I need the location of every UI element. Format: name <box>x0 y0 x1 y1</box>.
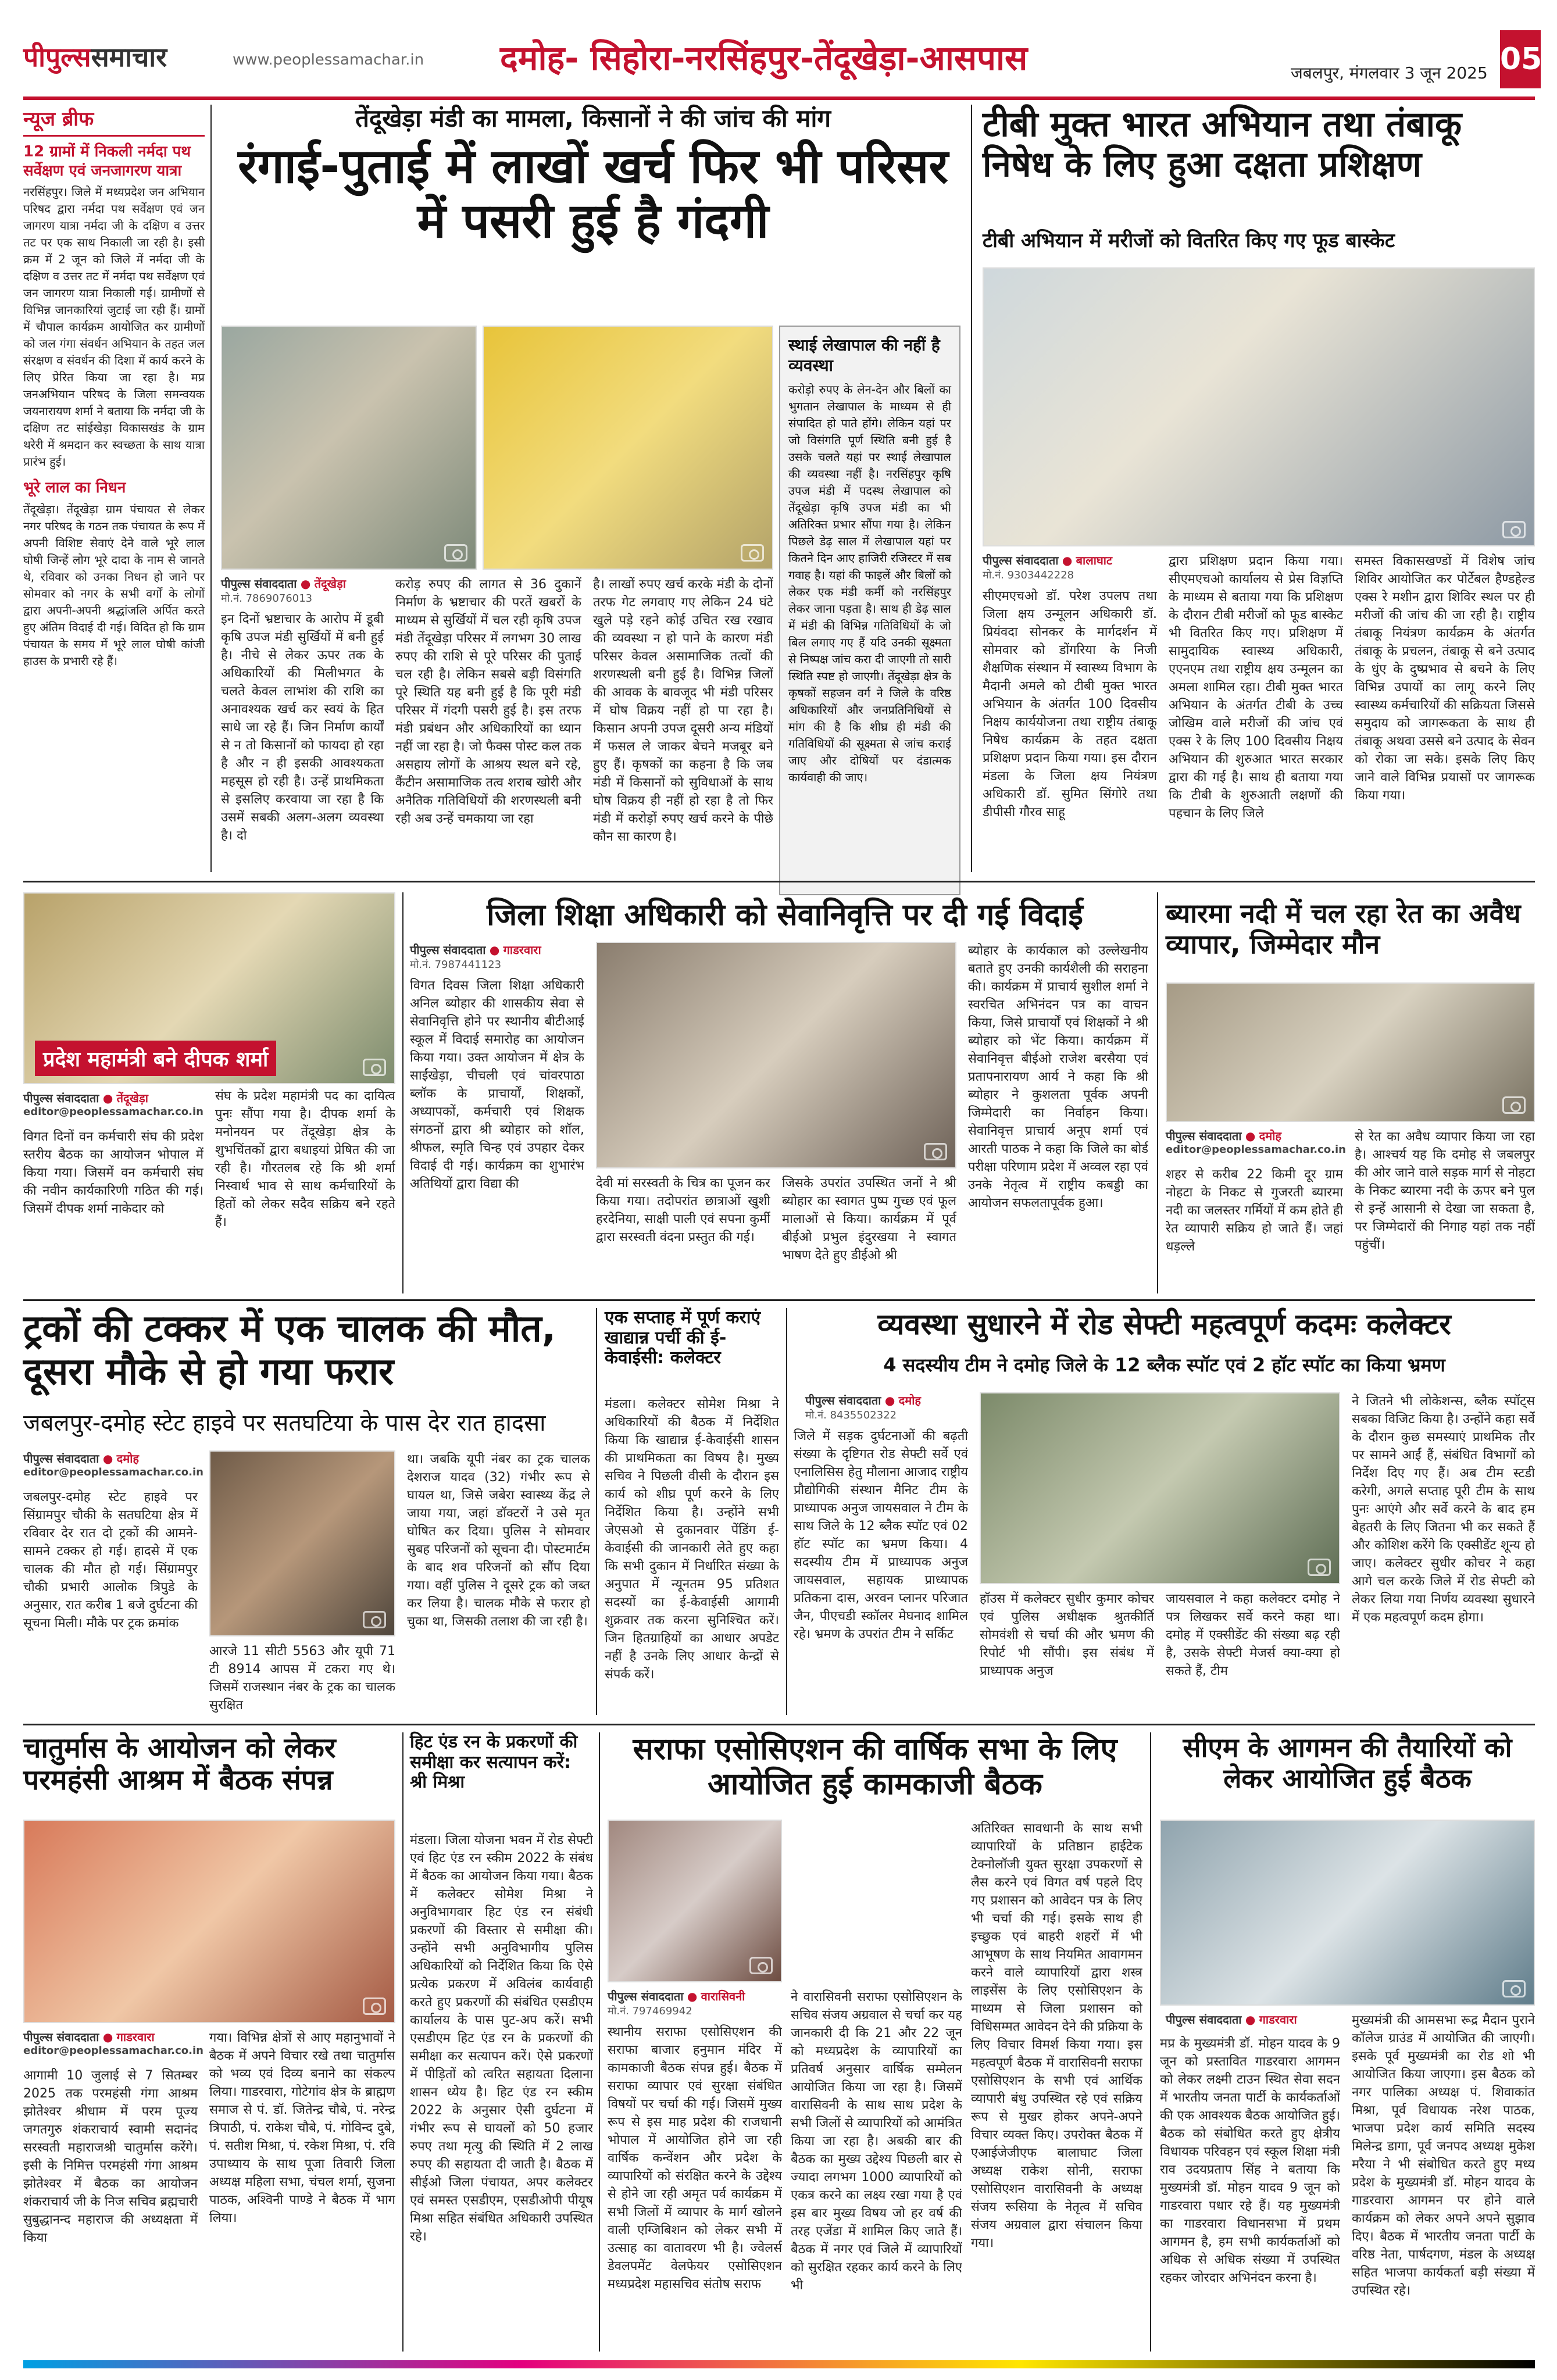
story8-byline <box>805 1392 921 1422</box>
byline-mobile: मो.नं. 8435502322 <box>805 1409 897 1421</box>
photo-icon <box>363 1997 386 2015</box>
byline-dot-icon: ● <box>1245 2013 1256 2027</box>
story8-subhead: 4 सदस्यीय टीम ने दमोह जिले के 12 ब्लैक स्पॉट एवं 2 हॉट स्पॉट का किया भ्रमण <box>883 1354 1445 1376</box>
story10-col1: मंडला। जिला योजना भवन में रोड सेफ्टी एवं हिट एंड रन स्कीम 2022 के संबंध में बैठक का आयोजन किया गया। बैठक में कलेक्टर सोमेश मिश्रा ने अनुविभागवार हिट एंड रन संबंधी प्रकरणों की विस्तार से समीक्षा की। उन्होंने सभी अनुविभागीय पुलिस अधिकारियों को निर्देशित किया कि ऐसे प्रत्येक प्रकरण में अविलंब कार्यवाही करते हुए प्रकरणों की संबंधित एसडीएम कार्यालय के पास पुट-अप करें। सभी एसडीएम हिट एंड रन के प्रकरणों की समीक्षा कर सत्यापन करें। ऐसे प्रकरणों में पीड़ितों को त्वरित सहायता दिलाना शासन ध्येय है। हिट एंड रन स्कीम 2022 के अनुसार ऐसी दुर्घटना में गंभीर रूप से घायलों को 50 हजार रुपए तथा मृत्यु की स्थिति में 2 लाख रुपए की सहायता दी जाती है। बैठक में सीईओ जिला पंचायत, अपर कलेक्टर एवं समस्त एसडीएम, एसडीओपी पीयूष मिश्रा सहित संबंधित अधिकारी उपस्थित रहे। <box>410 1833 593 2244</box>
story4-col3: जिसके उपरांत उपस्थित जनों ने श्री ब्योहार का स्वागत पुष्प गुच्छ एवं फूल मालाओं से किया। कार्यक्रम में पूर्व बीईओ प्रभुल इंदुरखया ने स्वागत भाषण देते हुए डीईओ श्री <box>782 1176 956 1263</box>
logo-sub: समाचार <box>91 41 167 73</box>
photo-icon <box>1502 1096 1526 1114</box>
story5-col2: से रेत का अवैध व्यापार किया जा रहा है। आश्चर्य यह कि दमोह से जबलपुर की ओर जाने वाले सड़क मार्ग से नोहटा के निकट ब्यारमा नदी के ऊपर बने पुल से इन्हें आसानी से देखा जा सकता है, पर जिम्मेदारों की निगाह यहां तक नहीं पहुंचीं। <box>1355 1130 1535 1252</box>
byline-name: पीपुल्स संवाददाता <box>608 1989 684 2003</box>
section-rule <box>23 1724 1535 1725</box>
page-number: 05 <box>1500 30 1541 88</box>
story1-headline: रंगाई-पुताई में लाखों खर्च फिर भी परिसर में पसरी हुई है गंदगी <box>238 139 948 249</box>
byline-location: दमोह <box>116 1452 140 1466</box>
byline-dot-icon: ● <box>884 1393 895 1407</box>
column-rule <box>599 1732 600 2352</box>
story1-kicker: तेंदूखेड़ा मंडी का मामला, किसानों ने की जांच की मांग <box>355 104 831 133</box>
accountant-sidebox <box>779 326 960 895</box>
brief-headline: भूरे लाल का निधन <box>23 479 126 496</box>
sidebox-headline: स्थाई लेखापाल की नहीं है व्यवस्था <box>788 335 940 375</box>
story12-headline: सीएम के आगमन की तैयारियों को लेकर आयोजित हुई बैठक <box>1183 1732 1512 1794</box>
story3-headline: प्रदेश महामंत्री बने दीपक शर्मा <box>35 1041 276 1076</box>
farewell-photo <box>596 942 956 1168</box>
byline-dot-icon: ● <box>1062 553 1073 567</box>
story2-subhead: टीबी अभियान में मरीजों को वितरित किए गए फूड बास्केट <box>983 229 1395 252</box>
byline-dot-icon: ● <box>102 1091 113 1105</box>
story6-headline: ट्रकों की टक्कर में एक चालक की मौत, दूसरा मौके से हो गया फरार <box>23 1307 556 1393</box>
photo-icon <box>1308 1559 1331 1576</box>
dateline: जबलपुर, मंगलवार 3 जून 2025 <box>1291 63 1488 83</box>
story8-headline: व्यवस्था सुधारने में रोड सेफ्टी महत्वपूर्ण कदमः कलेक्टर <box>877 1307 1451 1341</box>
story6-subhead: जबलपुर-दमोह स्टेट हाइवे पर सतघटिया के पास देर रात हादसा <box>23 1410 546 1436</box>
byline-mobile: मो.नं. 7869076013 <box>221 592 313 605</box>
story10-headline: हिट एंड रन के प्रकरणों की समीक्षा कर सत्यापन करें: श्री मिश्रा <box>410 1732 578 1792</box>
story1-col2: करोड़ रुपए की लागत से 36 दुकानें निर्माण के भ्रष्टाचार की परतें खबरों के माध्यम से सुर्खियों में चल रही कृषि उपज मंडी तेंदूखेड़ा परिसर में लगभग 30 लाख रुपए की राशि से पूरे परिसर की पुताई चल रही है। लेकिन सबसे बड़ी विसंगति पूरे स्थिति यह बनी हुई है कि पूरी मंडी परिसर में गंदगी पसरी हुई है। इस तरफ मंडी प्रबंधन और अधिकारियों का ध्यान नहीं जा रहा है। जो फैक्स पोस्ट कल तक असहाय लोगों के आश्रय स्थल बने रहे, कैंटीन असामाजिक तत्व शराब खोरी और अनैतिक गतिविधियों की शरणस्थली बनी रही अब उन्हें चमकाया जा रहा <box>395 577 581 826</box>
byline-mobile: मो.नं. 7987441123 <box>410 959 502 971</box>
photo-icon <box>363 1059 386 1076</box>
story1-col1: इन दिनों भ्रष्टाचार के आरोप में डूबी कृषि उपज मंडी सुर्खियों में बनी हुई है। नीचे से लेकर ऊपर तक के अधिकारियों की मिलीभगत के चलते केवल लाभांश की राशि का अनावश्यक खर्च कर स्वयं के हित साधे जा रहे हैं। जिन निर्माण कार्यों से न तो किसानों को फायदा हो रहा है और न ही इसकी आवश्यकता महसूस हो रही है। उन्हें प्राथमिकता से इसलिए करवाया जा रहा है कि उसमें सबकी अलग-अलग व्यवस्था है। दो <box>221 612 384 843</box>
story3-col1: विगत दिनों वन कर्मचारी संघ की प्रदेश स्तरीय बैठक का आयोजन भोपाल में किया गया। जिसमें वन कर्मचारी संघ की नवीन कार्यकारिणी गठित की गई। जिसमें दीपक शर्मा नाकेदार को <box>23 1130 203 1216</box>
byline-mobile: मो.नं. 9303442228 <box>983 569 1074 581</box>
story2-col2: द्वारा प्रशिक्षण प्रदान किया गया। सीएमएचओ कार्यालय से प्रेस विज्ञप्ति के माध्यम से बताया गया कि प्रशिक्षण के दौरान टीबी मरीजों को फूड बास्केट भी वितरित किए गए। प्रशिक्षण में सामुदायिक स्वास्थ्य अधिकारी, एएनएम तथा राष्ट्रीय क्षय उन्मूलन का अमला शामिल रहा। टीबी मुक्त भारत अभियान के अंतर्गत टीबी के उच्च जोखिम वाले मरीजों की जांच एवं एक्स रे के लिए 100 दिवसीय निक्षय अभियान की शुरुआत भारत सरकार द्वारा की गई है। साथ ही बताया गया कि टीबी के शुरुआती लक्षणों की पहचान के लिए जिले <box>1169 554 1343 821</box>
story11-col2: ने वारासिवनी सराफा एसोसिएशन के सचिव संजय अग्रवाल से चर्चा कर यह जानकारी दी कि 21 और 22 जून को मध्यप्रदेश के व्यापारियों का प्रतिवर्ष अनुसार वार्षिक सम्मेलन आयोजित किया जा रहा है। जिसमें वारासिवनी के साथ साथ प्रदेश के सभी जिलों से व्यापारियों को आमंत्रित किया जा रहा है। अबकी बार की बैठक का मुख्य उद्देश्य पिछली बार से ज्यादा लगभग 1000 व्यापारियों को एकत्र करने का लक्ष्य रखा गया है एवं इस बार मुख्य विषय जो हर वर्ष की तरह एजेंडा में शामिल किए जाते हैं। बैठक में नगर एवं जिले में व्यापारियों को सुरक्षित रहकर कार्य करने के लिए भी <box>791 1990 962 2293</box>
byline-location: दमोह <box>1259 1129 1282 1143</box>
column-rule <box>971 105 972 872</box>
story8-col2: हॉउस में कलेक्टर सुधीर कुमार कोचर एवं पुलिस अधीक्षक श्रुतकीर्ति सोमवंशी से चर्चा की और भ्रमण की रिपोर्ट भी सौंपी। इस संबंध में प्राध्यापक अनुज <box>980 1592 1154 1678</box>
sidebox-text: करोड़ो रुपए के लेन-देन और बिलों का भुगतान लेखापाल के माध्यम से ही संपादित हो पाते होंगे। लेकिन यहां पर जो विसंगति पूर्ण स्थिति बनी हुई है उसके चलते यहां पर स्थाई लेखापाल की व्यवस्था नहीं है। नरसिंहपुर कृषि उपज मंडी में पदस्थ लेखापाल को तेंदूखेड़ा कृषि उपज मंडी का भी अतिरिक्त प्रभार सौंपा गया है। लेकिन पिछले डेढ़ साल में लेखापाल यहां पर कितने दिन आए हाजिरी रजिस्टर में सब गवाह है। यहां की फाइलें और बिलों को लेकर एक मंडी कर्मी को नरसिंहपुर लेकर जाना पड़ता है। साथ ही डेढ़ साल में मंडी की विभिन्न गतिविधियों के जो बिल लगाए गए हैं यदि उनकी सूक्ष्मता से निष्पक्ष जांच करा दी जाएगी तो सारी स्थिति स्पष्ट हो जाएगी। तेंदूखेड़ा क्षेत्र के कृषकों सहजन वर्ग ने जिले के वरिष्ठ अधिकारियों और जनप्रतिनिधियों से मांग की है कि शीघ्र ही मंडी की गतिविधियों की सूक्ष्मता से जांच कराई जाए और दोषियों पर दंडात्मक कार्यवाही की जाए। <box>788 383 951 784</box>
byline-location: तेंदूखेड़ा <box>314 577 346 591</box>
story12-col1: मप्र के मुख्यमंत्री डॉ. मोहन यादव के 9 जून को प्रस्तावित गाडरवारा आगमन को लेकर लक्ष्मी टाउन स्थित सेवा सदन में भारतीय जनता पार्टी के कार्यकर्ताओं की एक आवश्यक बैठक आयोजित हुई। बैठक को संबोधित करते हुए क्षेत्रीय विधायक परिवहन एवं स्कूल शिक्षा मंत्री राव उदयप्रताप सिंह ने बताया कि मुख्यमंत्री डॉ. मोहन यादव 9 जून को गाडरवारा पधार रहे हैं। यह मुख्यमंत्री का गाडरवारा विधानसभा में प्रथम आगमन है, हम सभी कार्यकर्ताओं को अधिक से अधिक संख्या में उपस्थित रहकर जोरदार अभिनंदन करना है। <box>1160 2036 1340 2285</box>
byline-mobile: मो.नं. 797469942 <box>608 2005 692 2017</box>
training-photo <box>983 267 1535 546</box>
river-sand-photo <box>1166 982 1535 1122</box>
byline-dot-icon: ● <box>102 2030 113 2044</box>
byline-name: पीपुल्स संवाददाता <box>221 577 297 591</box>
byline-name: पीपुल्स संवाददाता <box>1166 1129 1242 1143</box>
photo-icon <box>1502 521 1526 538</box>
story7-headline: एक सप्ताह में पूर्ण कराएं खाद्यान्न पर्ची की ई-केवाईसी: कलेक्टर <box>605 1307 761 1368</box>
news-brief <box>23 105 205 872</box>
story4-headline: जिला शिक्षा अधिकारी को सेवानिवृत्ति पर दी गई विदाई <box>487 898 1083 932</box>
byline-email[interactable]: editor@peoplessamachar.co.in <box>23 1106 203 1118</box>
story8-col4: ने जितने भी लोकेशन्स, ब्लैक स्पॉट्स सबका विजिट किया है। उन्होंने कहा सर्वे के दौरान कुछ समस्याएं प्राथमिक तौर पर सामने आईं हैं, संबंधित विभागों को निर्देश दिए गए हैं। अब टीम स्टडी करेगी, अगले सप्ताह पूरी टीम के साथ पुनः आएंगे और सर्वे करने के बाद हम बेहतरी के लिए जितना भी कर सकते हैं और कोशिश करेंगे कि एक्सीडेंट शून्य हो जाए। कलेक्टर सुधीर कोचर ने कहा आगे चल करके जिले में रोड सेफ्टी को लेकर लिया गया निर्णय व्यवस्था सुधारने में एक महत्वपूर्ण कदम होगा। <box>1352 1394 1535 1625</box>
road-safety-photo <box>980 1392 1340 1584</box>
brief-text: नरसिंहपुर। जिले में मध्यप्रदेश जन अभियान परिषद द्वारा नर्मदा पथ सर्वेक्षण एवं जन जागरण यात्रा नर्मदा जी के दक्षिण व उत्तर तट पर एक साथ निकाली जा रही है। इसी क्रम में 2 जून को जिले में नर्मदा जी के दक्षिण व उत्तर तट में नर्मदा पथ सर्वेक्षण एवं जन जागरण यात्रा निकाली गई। ग्रामीणों से विभिन्न जानकारियां जुटाई जा रही हैं। ग्रामों में चौपाल कार्यक्रम आयोजित कर ग्रामीणों को जल गंगा संवर्धन अभियान के तहत जल संरक्षण व संवर्धन की दिशा में कार्य करने के लिए प्रेरित किया जा रहा है। मप्र जनअभियान परिषद के जिला समन्वयक जयनारायण शर्मा ने बताया कि नर्मदा जी के दक्षिण तट सांईखेड़ा विकासखंड के ग्राम थरेरी में श्रमदान कर स्वच्छता के साथ यात्रा प्रारंभ हुई। <box>23 185 205 469</box>
photo-icon <box>741 544 764 562</box>
column-rule <box>596 1308 597 1715</box>
brief-text: तेंदूखेड़ा। तेंदूखेड़ा ग्राम पंचायत से लेकर नगर परिषद के गठन तक पंचायत के रूप में अपनी विशिष्ट सेवाएं देने वाले भूरे लाल घोषी जिन्हें लोग भूरे दादा के नाम से जानते थे, रविवार को उनका निधन हो जाने पर सोमवार को नगर के सभी वर्गों के लोगों द्वारा अपनी-अपनी श्रद्धांजलि अर्पित करते हुए अंतिम विदाई दी गई। विदित हो कि ग्राम पंचायत के समय में भूरे लाल घोषी कांजी हाउस के प्रभारी रहे हैं। <box>23 502 205 668</box>
logo-main: पीपुल्स <box>23 41 91 73</box>
byline-name: पीपुल्स संवाददाता <box>23 1452 99 1466</box>
photo-icon <box>444 544 467 562</box>
story5-headline: ब्यारमा नदी में चल रहा रेत का अवैध व्यापार, जिम्मेदार मौन <box>1166 898 1521 960</box>
story9-byline <box>23 2029 203 2057</box>
story6-byline <box>23 1450 203 1478</box>
story5-col1: शहर से करीब 22 किमी दूर ग्राम नोहटा के निकट से गुजरती ब्यारमा नदी का जलस्तर गर्मियों में कम होते ही रेत व्यापारी सक्रिय हो जाते हैं। जहां धड़ल्ले <box>1166 1167 1343 1254</box>
cm-meeting-photo <box>1160 1820 1535 2006</box>
section-rule <box>23 881 1535 882</box>
story2-col1: सीएमएचओ डॉ. परेश उपलप तथा जिला क्षय उन्मूलन अधिकारी डॉ. प्रियंवदा सोनकर के मार्गदर्शन में सोमवार को डोंगरिया के निजी शैक्षणिक संस्थान में स्वास्थ्य विभाग के मैदानी अमले को टीबी मुक्त भारत अभियान के अंतर्गत 100 दिवसीय निक्षय कार्ययोजना तथा राष्ट्रीय तंबाकू निषेध कार्यक्रम के तहत दक्षता प्रशिक्षण प्रदान किया गया। इस दौरान मंडला के जिला क्षय नियंत्रण अधिकारी डॉ. सुमित सिंगोरे तथा डीपीसी गौरव साहू <box>983 589 1157 820</box>
byline-location: वारासिवनी <box>701 1989 745 2003</box>
mandi-shed-photo <box>221 326 477 570</box>
byline-location: बालाघाट <box>1076 553 1113 567</box>
byline-dot-icon: ● <box>300 577 311 591</box>
story1-byline <box>221 576 346 605</box>
section-rule <box>23 1299 1535 1301</box>
photo-icon <box>924 1143 947 1160</box>
byline-name: पीपुल्स संवाददाता <box>410 943 486 957</box>
story4-col2: देवी मां सरस्वती के चित्र का पूजन कर किया गया। तदोपरांत छात्राओं खुशी हरदेनिया, साक्षी पाली एवं सपना कुर्मी द्वारा सरस्वती वंदना प्रस्तुत की गई। <box>596 1176 770 1245</box>
byline-dot-icon: ● <box>1245 1129 1256 1143</box>
story8-col3: जायसवाल ने कहा कलेक्टर दमोह ने पत्र लिखकर सर्वे करने कहा था। दमोह में एक्सीडेंट की संख्या बढ़ रही है, उसके सेफ्टी मेजर्स क्या-क्या हो सकते हैं, टीम <box>1166 1592 1340 1678</box>
story6-col2: आरजे 11 सीटी 5563 और यूपी 71 टी 8914 आपस में टकरा गए थे। जिसमें राजस्थान नंबर के ट्रक का चालक सुरक्षित <box>209 1644 395 1713</box>
column-rule <box>210 105 212 872</box>
column-rule <box>402 892 403 1293</box>
photo-icon <box>1502 1980 1526 1997</box>
column-rule <box>1150 1732 1151 2352</box>
website-url[interactable]: www.peoplessamachar.in <box>233 51 424 69</box>
photo-icon <box>363 1611 386 1628</box>
byline-location: गाडरवारा <box>1259 2013 1297 2027</box>
byline-location: गाडरवारा <box>503 943 541 957</box>
byline-name: पीपुल्स संवाददाता <box>805 1393 881 1407</box>
story1-col3: है। लाखों रुपए खर्च करके मंडी के दोनों तरफ गेट लगवाए गए लेकिन 24 घंटे खुले पड़े रहने कोई उचित रख रखाव की व्यवस्था न हो पाने के कारण मंडी परिसर केवल असामाजिक तत्वों की शरणस्थली बनी हुई है। विभिन्न जिलों की आवक के बावजूद भी मंडी परिसर में घोष विक्रय नहीं हो पा रहा है। किसान अपनी उपज दूसरी अन्य मंडियों में फसल ले जाकर बेचने मजबूर बने हुए हैं। कृषकों का कहना है कि जब मंडी में किसानों को सुविधाओं के साथ घोष विक्रय ही नहीं हो रहा है तो फिर मंडी में करोड़ों रुपए खर्च करने के पीछे कौन सा कारण है। <box>593 577 773 844</box>
story6-col1: जबलपुर-दमोह स्टेट हाइवे पर सिंग्रामपुर चौकी के सतघटिया क्षेत्र में रविवार देर रात दो ट्रकों की आमने-सामने टक्कर हो गई। हादसे में एक चालक की मौत हो गई। सिंग्रामपुर चौकी प्रभारी आलोक त्रिपुडे के अनुसार, रात करीब 1 बजे दुर्घटना की सूचना मिली। मौके पर ट्रक क्रमांक <box>23 1490 198 1631</box>
byline-name: पीपुल्स संवाददाता <box>23 1091 99 1105</box>
photo-icon <box>749 1957 773 1974</box>
column-rule <box>402 1732 403 2352</box>
story2-col3: समस्त विकासखण्डों में विशेष जांच शिविर आयोजित कर पोर्टेबल हैण्डहेल्ड एक्स रे मशीन द्वारा शिविर स्थल पर ही मरीजों की जांच की जा रही है। राष्ट्रीय तंबाकू नियंत्रण कार्यक्रम के अंतर्गत तंबाकू के प्रचलन, तंबाकू से बने उत्पाद के धुंए के दुष्प्रभाव से बचने के लिए विभिन्न उपायों का लागू करने लिए स्वास्थ्य कर्मचारियों की सक्रियता जिससे समुदाय को जागरूकता के साथ ही तंबाकू अथवा उससे बने उत्पाद के सेवन को रोका जा सके। इसके लिए किए जाने वाले विभिन्न प्रयासों पर जागरूक किया गया। <box>1355 554 1535 803</box>
story11-byline <box>608 1988 745 2018</box>
story4-col4: ब्योहार के कार्यकाल को उल्लेखनीय बताते हुए उनकी कार्यशैली की सराहना की। कार्यक्रम में प्राचार्य सुशील शर्मा ने स्वरचित अभिनंदन पत्र का वाचन किया, जिसे प्राचार्यों एवं शिक्षकों ने श्री ब्योहार को भेंट किया। कार्यक्रम में सेवानिवृत्त बीईओ राजेश बरसैया एवं प्रतापनारायण आर्य ने कहा कि श्री ब्योहार ने कुशलता पूर्वक अपनी जिम्मेदारी का निर्वाहन किया। सेवानिवृत्त प्राचार्य अनूप शर्मा एवं आरती पाठक ने कहा कि जिले का बोर्ड परीक्षा परिणाम प्रदेश में अव्वल रहा एवं उनके नेतृत्व में राष्ट्रीय कबड्डी का आयोजन सफलतापूर्वक हुआ। <box>968 944 1148 1210</box>
story7-col1: मंडला। कलेक्टर सोमेश मिश्रा ने अधिकारियों की बैठक में निर्देशित किया कि खाद्यान्न ई-केवाईसी शासन की प्राथमिकता का विषय है। मुख्य सचिव ने पिछली वीसी के दौरान इस कार्य को शीघ्र पूर्ण करने के लिए निर्देशित किया है। उन्होंने सभी जेएसओ से दुकानवार पेंडिंग ई-केवाईसी की जानकारी लेते हुए कहा कि सभी दुकान में निर्धारित संख्या के अनुपात में न्यूनतम 95 प्रतिशत सदस्यों का ई-केवाईसी आगामी शुक्रवार तक करना सुनिश्चित करें। जिन हितग्राहियों का आधार अपडेट नहीं है उनके लिए आधार केन्द्रों से संपर्क करें। <box>605 1397 779 1682</box>
column-rule <box>786 1308 787 1715</box>
masthead <box>23 30 1542 100</box>
story11-col1: स्थानीय सराफा एसोसिएशन की सराफा बाजार हनुमान मंदिर में कामकाजी बैठक संपन्न हुई। बैठक में सराफा व्यापार एवं सुरक्षा संबंधित विषयों पर चर्चा की गई। जिसमें मुख्य रूप से इस माह प्रदेश की राजधानी भोपाल में आयोजित होने जा रही वार्षिक कन्वेंशन और प्रदेश के व्यापारियों को संरक्षित करने के उद्देश्य से होने जा रही अमृत पर्व कार्यक्रम में सभी जिलों में व्यापार के मार्ग खोलने वाली एग्जिबिशन को लेकर सभी में उत्साह का वातावरण भी है। ज्वेलर्स डेवलपमेंट वेलफेयर एसोसिएशन मध्यप्रदेश महासचिव संतोष सराफ <box>608 2025 782 2292</box>
story2-headline: टीबी मुक्त भारत अभियान तथा तंबाकू निषेध के लिए हुआ दक्षता प्रशिक्षण <box>983 104 1462 185</box>
byline-location: तेंदूखेड़ा <box>116 1091 148 1105</box>
story9-col2: गया। विभिन्न क्षेत्रों से आए महानुभावों ने बैठक में अपने विचार रखे तथा चातुर्मास को भव्य एवं दिव्य बनाने का संकल्प लिया। गाडरवारा, गोटेगांव क्षेत्र के ब्राह्मण समाज से पं. डॉ. जितेन्द्र चौबे, पं. नरेन्द्र त्रिपाठी, पं. राकेश चौबे, पं. गोविन्द दुबे, पं. सतीश मिश्रा, पं. रकेश मिश्रा, पं. रवि उपाध्याय के साथ पूजा तिवारी जिला अध्यक्ष महिला सभा, चंचल शर्मा, सुजना पाठक, अश्विनी पाण्डे ने बैठक में भाग लिया। <box>209 2031 395 2225</box>
story2-byline <box>983 552 1112 582</box>
byline-name: पीपुल्स संवाददाता <box>23 2030 99 2044</box>
news-brief-label: न्यूज ब्रीफ <box>23 105 205 137</box>
story4-col1: विगत दिवस जिला शिक्षा अधिकारी अनिल ब्योहार की शासकीय सेवा से सेवानिवृत्ति होने पर स्थानीय बीटीआई स्कूल में विदाई समारोह का आयोजन किया गया। उक्त आयोजन में क्षेत्र के साईंखेड़ा, चीचली एवं चांवरपाठा ब्लॉक के प्राचार्यों, शिक्षकों, अध्यापकों, कर्मचारी एवं शिक्षक संगठनों द्वारा श्री ब्योहार को शॉल, श्रीफल, स्मृति चिन्ह एवं उपहार देकर विदाई दी गई। कार्यक्रम का शुभारंभ अतिथियों द्वारा विद्या की <box>410 978 584 1191</box>
truck-accident-photo <box>209 1450 395 1636</box>
print-color-bar <box>23 2360 1535 2368</box>
brief-headline: 12 ग्रामों में निकली नर्मदा पथ सर्वेक्षण एवं जनजागरण यात्रा <box>23 143 191 180</box>
column-rule <box>1157 892 1158 1293</box>
story9-headline: चातुर्मास के आयोजन को लेकर परमहंसी आश्रम में बैठक संपन्न <box>23 1732 336 1797</box>
story12-byline <box>1166 2011 1297 2027</box>
story3-byline <box>23 1090 203 1118</box>
byline-email[interactable]: editor@peoplessamachar.co.in <box>1166 1143 1346 1156</box>
byline-email[interactable]: editor@peoplessamachar.co.in <box>23 2045 203 2057</box>
story4-byline <box>410 942 541 971</box>
sarafa-meeting-photo <box>608 1820 782 1982</box>
byline-dot-icon: ● <box>102 1452 113 1466</box>
byline-dot-icon: ● <box>489 943 500 957</box>
byline-location: दमोह <box>898 1393 922 1407</box>
story6-col3: था। जबकि यूपी नंबर का ट्रक चालक देशराज यादव (32) गंभीर रूप से घायल था, जिसे जबेरा स्वास्थ्य केंद्र ले जाया गया, जहां डॉक्टरों ने उसे मृत घोषित कर दिया। पुलिस ने सोमवार सुबह परिजनों को सूचना दी। पोस्टमार्टम के बाद शव परिजनों को सौंप दिया गया। वहीं पुलिस ने दूसरे ट्रक को जब्त कर लिया है। चालक मौके से फरार हो चुका था, जिसकी तलाश की जा रही है। <box>407 1452 590 1629</box>
story5-byline <box>1166 1128 1346 1156</box>
section-title: दमोह- सिहोरा-नरसिंहपुर-तेंदूखेड़ा-आसपास <box>500 38 1028 78</box>
ashram-meeting-photo <box>23 1820 395 2023</box>
byline-email[interactable]: editor@peoplessamachar.co.in <box>23 1466 203 1478</box>
byline-location: गाडरवारा <box>116 2030 155 2044</box>
story11-col3: अतिरिक्त सावधानी के साथ सभी व्यापारियों के प्रतिष्ठान हाईटेक टेक्नोलॉजी युक्त सुरक्षा उपकरणों से लैस करने एवं विगत वर्ष पहले दिए गए प्रशासन को आवेदन पत्र के लिए भी चर्चा की गई। इसके साथ ही इच्छुक एवं बाहरी शहरों में भी आभूषण के साथ नियमित आवागमन करने वाले व्यापारियों द्वारा शस्त्र लाइसेंस के लिए एसोसिएशन के माध्यम से जिला प्रशासन को विधिसम्मत आवेदन देने की प्रक्रिया के लिए विचार विमर्श किया गया। इस महत्वपूर्ण बैठक में वारासिवनी सराफा एसोसिएशन के सभी एवं आर्थिक व्यापारी बंधु उपस्थित रहे एवं सक्रिय रूप से मुखर होकर अपने-अपने विचार व्यक्त किए। उपरोक्त बैठक में एआईजेजीएफ बालाघाट जिला अध्यक्ष राकेश सोनी, सराफा एसोसिएशन वारासिवनी के अध्यक्ष संजय रूसिया के नेतृत्व में सचिव संजय अग्रवाल द्वारा संचालन किया गया। <box>971 1821 1142 2250</box>
story11-headline: सराफा एसोसिएशन की वार्षिक सभा के लिए आयोजित हुई कामकाजी बैठक <box>633 1732 1117 1802</box>
byline-dot-icon: ● <box>687 1989 698 2003</box>
mandi-building-photo <box>483 326 773 570</box>
story3-col2: संघ के प्रदेश महामंत्री पद का दायित्व पुनः सौंपा गया है। दीपक शर्मा के मनोनयन पर तेंदूखेड़ा क्षेत्र के शुभचिंतकों द्वारा बधाइयां प्रेषित की जा रही है। गौरतलब रहे कि श्री शर्मा निस्वार्थ भाव से साथ कर्मचारियों के हितों को लेकर सदैव सक्रिय बने रहते हैं। <box>215 1089 395 1230</box>
byline-name: पीपुल्स संवाददाता <box>1166 2013 1242 2027</box>
story9-col1: आगामी 10 जुलाई से 7 सितम्बर 2025 तक परमहंसी गंगा आश्रम झोतेश्वर श्रीधाम में परम पूज्य जगतगुरु शंकराचार्य स्वामी सदानंद सरस्वती महाराजश्री चातुर्मास करेंगे। इसी के निमित्त परमहंसी गंगा आश्रम झोतेश्वर में बैठक का आयोजन शंकराचार्य जी के निज सचिव ब्रह्मचारी सुबुद्धानन्द महाराज की अध्यक्षता में किया <box>23 2068 198 2245</box>
byline-name: पीपुल्स संवाददाता <box>983 553 1059 567</box>
story12-col2: मुख्यमंत्री की आमसभा रूद्र मैदान पुराने कॉलेज ग्राउंड में आयोजित की जाएगी। इसके पूर्व मुख्यमंत्री का रोड शो भी आयोजित किया जाएगा। इस बैठक को नगर पालिका अध्यक्ष पं. शिवाकांत मिश्रा, पूर्व विधायक नरेश पाठक, भाजपा प्रदेश कार्य समिति सदस्य मिलेन्द्र डागा, पूर्व जनपद अध्यक्ष मुकेश मरैया ने भी संबोधित करते हुए मध्य प्रदेश के मुख्यमंत्री डॉ. मोहन यादव के गाडरवारा आगमन पर होने वाले कार्यक्रम को लेकर अपने अपने सुझाव दिए। बैठक में भारतीय जनता पार्टी के वरिष्ठ नेता, पार्षदगण, मंडल के अध्यक्ष सहित भाजपा कार्यकर्ता बड़ी संख्या में उपस्थित रहे। <box>1352 2013 1535 2298</box>
story8-col1: जिले में सड़क दुर्घटनाओं की बढ़ती संख्या के दृष्टिगत रोड सेफ्टी सर्वे एवं एनालिसिस हेतु मौलाना आजाद राष्ट्रीय प्रौद्योगिकी संस्थान मैनिट टीम के प्राध्यापक अनुज जायसवाल ने टीम के साथ जिले के 12 ब्लैक स्पॉट एवं 02 हॉट स्पॉट का भ्रमण किया। 4 सदस्यीय टीम में प्राध्यापक अनुज जायसवाल, सहायक प्राध्यापक प्रतिकना दास, अरवन प्लानर परिजात जैन, पीएचडी स्कॉलर मेघनाद शामिल रहे। भ्रमण के उपरांत टीम ने सर्किट <box>794 1429 968 1642</box>
newspaper-logo[interactable] <box>23 38 167 74</box>
